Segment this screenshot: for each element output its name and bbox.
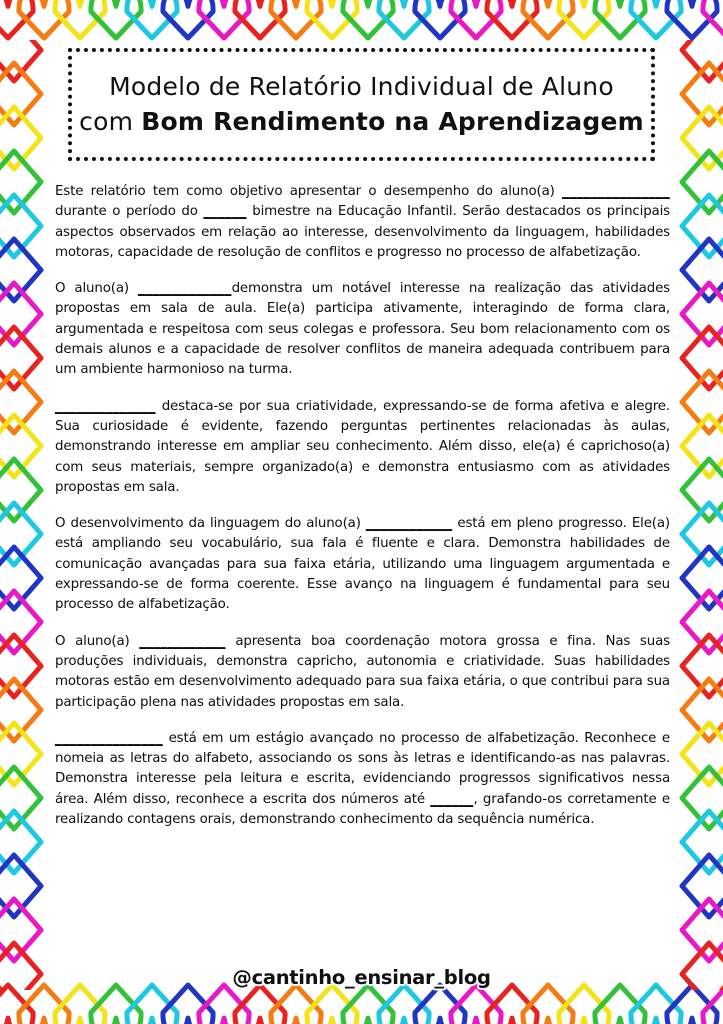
paragraph-text: está em pleno progresso. Ele(a) está ampliando seu vocabulário, sua fala é fluente e clara. Demonstra habilidades de comunicação avançadas para sua faixa etária, utilizando uma linguagem argumentada e expressando-se de forma coerente. Esse avanço na linguagem é fundamental para seu processo de alfabetização. bbox=[55, 516, 670, 613]
blank-fill-line[interactable]: _____________ bbox=[138, 281, 232, 297]
blank-fill-line[interactable]: ______ bbox=[203, 204, 247, 220]
blank-fill-line[interactable]: ____________ bbox=[139, 633, 226, 649]
border-decoration-left bbox=[0, 40, 46, 990]
paragraph-criatividade bbox=[55, 397, 670, 498]
border-decoration-top bbox=[0, 0, 723, 46]
paragraph-text: O desenvolvimento da linguagem do aluno(a) bbox=[55, 516, 366, 532]
footer-handle: @cantinho_ensinar_blog bbox=[232, 966, 491, 989]
page-title-line-1: Modelo de Relatório Individual de Aluno bbox=[109, 72, 614, 101]
paragraph-interesse bbox=[55, 279, 670, 380]
blank-fill-line[interactable]: _______________ bbox=[55, 730, 163, 746]
title-box bbox=[68, 48, 655, 161]
blank-fill-line[interactable]: ____________ bbox=[365, 516, 453, 532]
report-body bbox=[55, 182, 670, 830]
blank-fill-line[interactable]: _______________ bbox=[562, 184, 670, 199]
page-title-emphasis: Bom Rendimento na Aprendizagem bbox=[141, 106, 644, 136]
paragraph-text: , grafando-os corretamente e realizando contagens orais, demonstrando conhecimento da sequência numérica. bbox=[55, 791, 670, 828]
page-title-line-2 bbox=[79, 105, 644, 140]
paragraph-text: O aluno(a) bbox=[55, 633, 140, 649]
paragraph-alfabetizacao bbox=[55, 729, 670, 830]
blank-fill-line[interactable]: ______ bbox=[430, 791, 474, 807]
paragraph-text: está em um estágio avançado no processo de alfabetização. Reconhece e nomeia as letras do alfabeto, associando os sons às letras e identificando-as nas palavras. Demonstra interesse pela leitura e escrita, evidenciando progressos significativos nessa área. Além disso, reconhece a escrita dos números até bbox=[55, 730, 670, 807]
blank-fill-line[interactable]: ______________ bbox=[55, 398, 156, 414]
paragraph-text: bimestre na Educação Infantil. Serão destacados os principais aspectos observados em relação ao interesse, desenvolvimento da linguagem, habilidades motoras, capacidade de resolução de conflitos e progresso no processo de alfabetização. bbox=[55, 204, 670, 260]
border-decoration-right bbox=[677, 40, 723, 990]
paragraph-text: apresenta boa coordenação motora grossa e fina. Nas suas produções individuais, demonstra capricho, autonomia e criatividade. Suas habilidades motoras estão em desenvolvimento adequado para sua faixa etária, o que contribui para sua participação plena nas atividades propostas em sala. bbox=[55, 633, 670, 710]
paragraph-text: O aluno(a) bbox=[55, 281, 139, 297]
paragraph-linguagem bbox=[55, 514, 670, 615]
paragraph-text: Este relatório tem como objetivo apresentar o desempenho do aluno(a) bbox=[55, 184, 563, 199]
paragraph-text: destaca-se por sua criatividade, expressando-se de forma afetiva e alegre. Sua curiosidade é evidente, fazendo perguntas pertinentes relacionadas às aulas, demonstrando interesse em ampliar seu conhecimento. Além disso, ele(a) é caprichoso(a) com seus materiais, sempre organizado(a) e demonstra entusiasmo com as atividades propostas em sala. bbox=[55, 398, 670, 495]
paragraph-text: durante o período do bbox=[55, 204, 204, 220]
paragraph-motora bbox=[55, 632, 670, 713]
page-title-prefix: com bbox=[79, 106, 142, 136]
paragraph-text: demonstra um notável interesse na realização das atividades propostas em sala de aula. Ele(a) participa ativamente, interagindo de forma clara, argumentada e respeitosa com seus colegas e professora. Seu bom relacionamento com os demais alunos e a capacidade de resolver conflitos de maneira adequada contribuem para um ambiente harmonioso na turma. bbox=[55, 281, 670, 378]
paragraph-intro bbox=[55, 182, 670, 263]
